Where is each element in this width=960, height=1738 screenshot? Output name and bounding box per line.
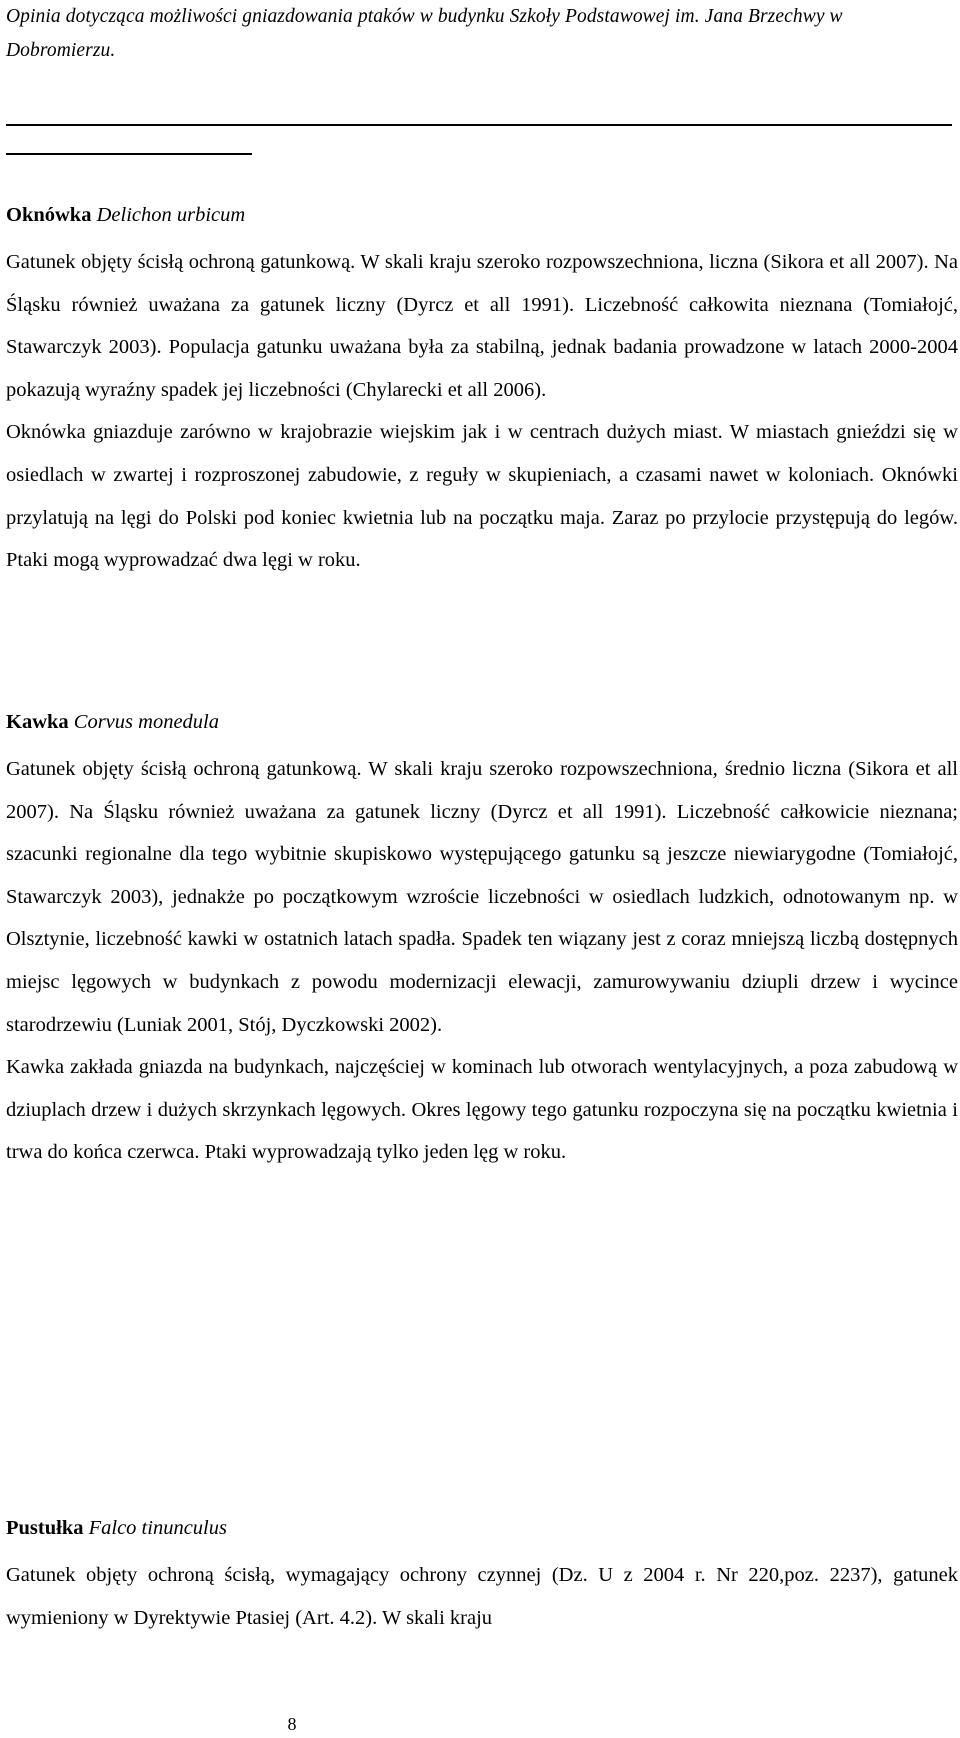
section-kawka xyxy=(6,710,958,1174)
species-name-latin: Falco tinunculus xyxy=(88,1517,227,1539)
species-name-polish: Pustułka xyxy=(6,1517,84,1539)
paragraph: Oknówka gniazduje zarówno w krajobrazie wiejskim jak i w centrach dużych miast. W miastach gnieździ się w osiedlach w zwartej i rozproszonej zabudowie, z reguły w skupieniach, a czasami nawet w koloniach. Oknówki przylatują na lęgi do Polski pod koniec kwietnia lub na początku maja. Zaraz po przylocie przystępują do legów. Ptaki mogą wyprowadzać dwa lęgi w roku. xyxy=(6,421,958,572)
paragraph: Gatunek objęty ścisłą ochroną gatunkową. W skali kraju szeroko rozpowszechniona, średnio liczna (Sikora et all 2007). Na Śląsku również uważana za gatunek liczny (Dyrcz et all 1991). Liczebność całkowicie nieznana; szacunki regionalne dla tego wybitnie skupiskowo występującego gatunku są jeszcze niewiarygodne (Tomiałojć, Stawarczyk 2003), jednakże po początkowym wzroście liczebności w osiedlach ludzkich, odnotowanym np. w Olsztynie, liczebność kawki w ostatnich latach spadła. Spadek ten wiązany jest z coraz mniejszą liczbą dostępnych miejsc lęgowych w budynkach z powodu modernizacji elewacji, zamurowywaniu dziupli drzew i wycince starodrzewiu (Luniak 2001, Stój, Dyczkowski 2002). xyxy=(6,758,958,1036)
header-rule-long xyxy=(6,124,952,126)
paragraph: Gatunek objęty ochroną ścisłą, wymagający ochrony czynnej (Dz. U z 2004 r. Nr 220,poz. 2237), gatunek wymieniony w Dyrektywie Ptasiej (Art. 4.2). W skali kraju xyxy=(6,1564,958,1629)
species-name-latin: Corvus monedula xyxy=(73,711,219,733)
species-name-polish: Oknówka xyxy=(6,204,92,226)
species-name-polish: Kawka xyxy=(6,711,69,733)
document-header: Opinia dotycząca możliwości gniazdowania ptaków w budynku Szkoły Podstawowej im. Jana Brzechwy w Dobromierzu. xyxy=(6,6,843,61)
section-heading xyxy=(6,710,958,734)
section-pustulka xyxy=(6,1516,958,1639)
species-name-latin: Delichon urbicum xyxy=(96,204,246,226)
paragraph: Kawka zakłada gniazda na budynkach, najczęściej w kominach lub otworach wentylacyjnych, a poza zabudową w dziuplach drzew i dużych skrzynkach lęgowych. Okres lęgowy tego gatunku rozpoczyna się na początku kwietnia i trwa do końca czerwca. Ptaki wyprowadzają tylko jeden lęg w roku. xyxy=(6,1056,958,1164)
paragraph: Gatunek objęty ścisłą ochroną gatunkową. W skali kraju szeroko rozpowszechniona, liczna (Sikora et all 2007). Na Śląsku również uważana za gatunek liczny (Dyrcz et all 1991). Liczebność całkowita nieznana (Tomiałojć, Stawarczyk 2003). Populacja gatunku uważana była za stabilną, jednak badania prowadzone w latach 2000-2004 pokazują wyraźny spadek jej liczebności (Chylarecki et all 2006). xyxy=(6,251,958,401)
header-rule-short xyxy=(6,153,252,155)
section-heading xyxy=(6,203,958,227)
section-oknowka xyxy=(6,203,958,582)
page-number: 8 xyxy=(287,1714,297,1734)
section-heading xyxy=(6,1516,958,1540)
